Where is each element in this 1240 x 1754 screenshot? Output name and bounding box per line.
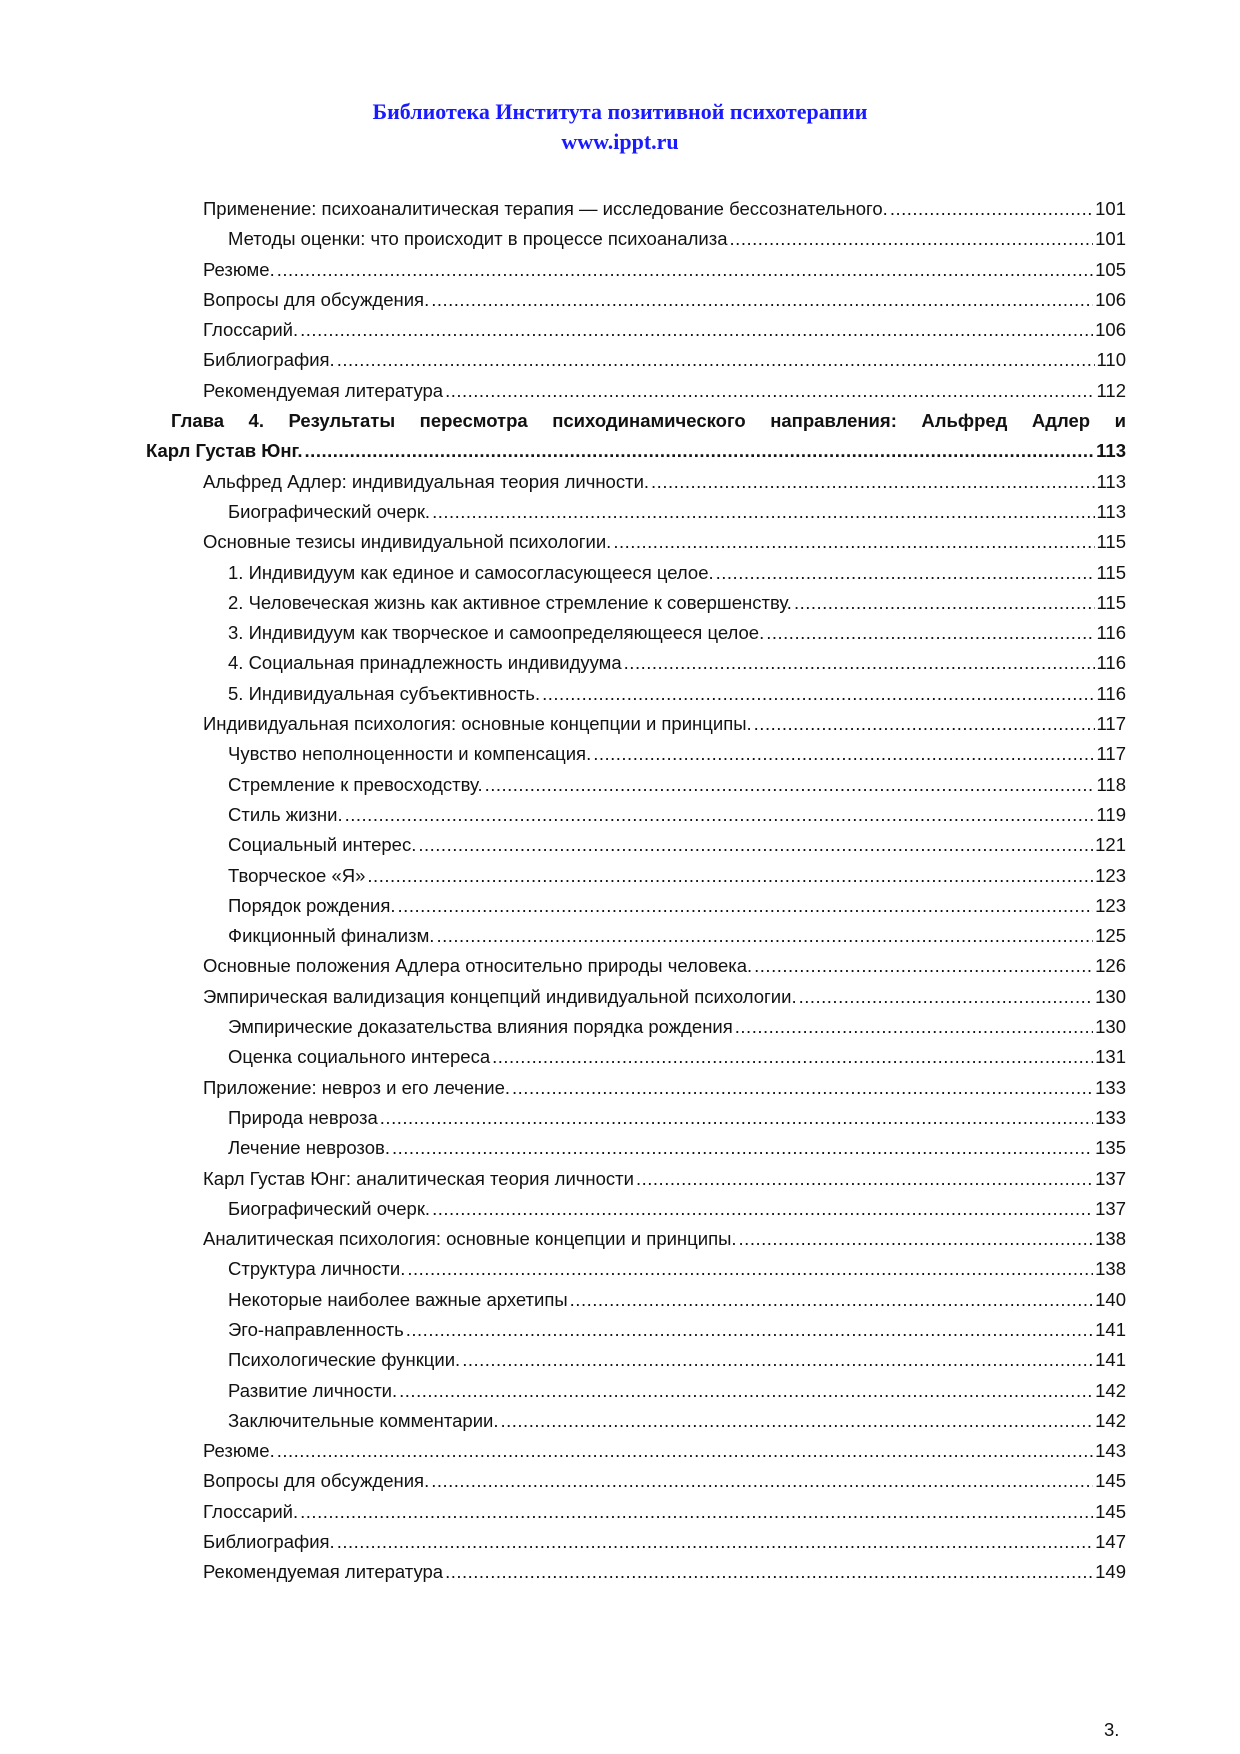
chapter-title-line2-row (146, 436, 1126, 466)
toc-entry[interactable] (146, 951, 1126, 981)
toc-entry-page: 123 (1095, 894, 1126, 916)
dot-leader (716, 558, 1095, 588)
toc-entry-page: 125 (1095, 925, 1126, 947)
toc-entry[interactable] (146, 1436, 1126, 1466)
dot-leader (300, 315, 1093, 345)
toc-entry[interactable] (146, 1345, 1126, 1375)
toc-entry-title: Эмпирические доказательства влияния порядка рождения (228, 1016, 733, 1038)
toc-entry-title: Резюме. (203, 258, 275, 280)
toc-entry[interactable] (146, 891, 1126, 921)
dot-leader (754, 709, 1095, 739)
toc-entry[interactable] (146, 679, 1126, 709)
toc-entry-page: 141 (1095, 1318, 1126, 1340)
toc-entry-page: 131 (1095, 1046, 1126, 1068)
toc-entry-page: 142 (1095, 1379, 1126, 1401)
toc-entry[interactable] (146, 467, 1126, 497)
dot-leader (406, 1315, 1093, 1345)
dot-leader (399, 1376, 1093, 1406)
table-of-contents (146, 194, 1126, 1588)
toc-entry-page: 138 (1095, 1258, 1126, 1280)
toc-entry-page: 145 (1095, 1500, 1126, 1522)
toc-entry-title: Рекомендуемая литература (203, 379, 444, 401)
toc-entry-title: Эмпирическая валидизация концепций индивидуальной психологии. (203, 985, 797, 1007)
dot-leader (501, 1406, 1094, 1436)
dot-leader (462, 1345, 1093, 1375)
toc-entry-title: Библиография. (203, 349, 335, 371)
toc-entry-page: 126 (1095, 955, 1126, 977)
toc-entry-page: 101 (1095, 198, 1126, 219)
dot-leader (418, 830, 1093, 860)
toc-entry-page: 140 (1095, 1288, 1126, 1310)
toc-entry-page: 112 (1096, 379, 1126, 401)
toc-entry[interactable] (146, 1466, 1126, 1496)
dot-leader (407, 1254, 1093, 1284)
dot-leader (305, 436, 1095, 466)
dot-leader (794, 588, 1095, 618)
toc-entry-title: Применение: психоаналитическая терапия — исследование бессознательного. (203, 198, 888, 219)
toc-entry[interactable] (146, 1254, 1126, 1284)
dot-leader (445, 1557, 1093, 1587)
toc-entry[interactable] (146, 1315, 1126, 1345)
toc-entry-page: 115 (1096, 531, 1126, 553)
dot-leader (485, 770, 1095, 800)
toc-entry[interactable] (146, 285, 1126, 315)
dot-leader (512, 1073, 1093, 1103)
chapter-page-number: 113 (1096, 440, 1126, 462)
toc-entry-title: Альфред Адлер: индивидуальная теория личности. (203, 470, 650, 492)
dot-leader (593, 739, 1094, 769)
toc-entry-page: 117 (1096, 713, 1126, 735)
toc-entry-title: Рекомендуемая литература (203, 1561, 444, 1583)
toc-entry-page: 137 (1095, 1167, 1126, 1189)
toc-entry-title: 2. Человеческая жизнь как активное стремление к совершенству. (228, 591, 792, 613)
toc-entry-title: Аналитическая психология: основные концепции и принципы. (203, 1228, 737, 1250)
toc-entry[interactable] (146, 1557, 1126, 1587)
toc-entry-title: Творческое «Я» (228, 864, 366, 886)
toc-entry-page: 115 (1096, 561, 1126, 583)
toc-entry[interactable] (146, 1012, 1126, 1042)
toc-entry-title: Оценка социального интереса (228, 1046, 491, 1068)
toc-entry-title: Развитие личности. (228, 1379, 398, 1401)
dot-leader (542, 679, 1094, 709)
toc-entry-page: 130 (1095, 985, 1126, 1007)
library-title: Библиотека Института позитивной психотерапии (372, 99, 868, 124)
toc-entry[interactable] (146, 861, 1126, 891)
toc-entry[interactable] (146, 1376, 1126, 1406)
dot-leader (754, 951, 1093, 981)
toc-entry-page: 106 (1095, 319, 1126, 341)
dot-leader (735, 1012, 1093, 1042)
toc-entry[interactable] (146, 1194, 1126, 1224)
dot-leader (570, 1285, 1093, 1315)
toc-entry-page: 105 (1095, 258, 1126, 280)
dot-leader (636, 1164, 1093, 1194)
toc-entry-title: Приложение: невроз и его лечение. (203, 1076, 511, 1098)
toc-entry[interactable] (146, 1497, 1126, 1527)
toc-entry-title: Индивидуальная психология: основные концепции и принципы. (203, 713, 752, 735)
dot-leader (392, 1133, 1093, 1163)
dot-leader (613, 527, 1094, 557)
toc-entry[interactable] (146, 921, 1126, 951)
toc-section-before (146, 194, 1126, 406)
toc-entry-title: Глоссарий. (203, 319, 299, 341)
toc-entry[interactable] (146, 1103, 1126, 1133)
toc-entry-title: Библиография. (203, 1531, 335, 1553)
toc-entry[interactable] (146, 588, 1126, 618)
toc-entry-page: 123 (1095, 864, 1126, 886)
dot-leader (492, 1042, 1093, 1072)
dot-leader (739, 1224, 1094, 1254)
toc-entry[interactable] (146, 618, 1126, 648)
toc-entry-title: Глоссарий. (203, 1500, 299, 1522)
toc-entry[interactable] (146, 830, 1126, 860)
dot-leader (337, 1527, 1093, 1557)
toc-entry-title: Некоторые наиболее важные архетипы (228, 1288, 568, 1310)
toc-entry-page: 113 (1096, 500, 1126, 522)
toc-entry-title: Социальный интерес. (228, 834, 417, 856)
toc-entry-page: 121 (1095, 834, 1126, 856)
dot-leader (799, 982, 1094, 1012)
toc-entry-title: Фикционный финализм. (228, 925, 435, 947)
toc-entry[interactable] (146, 345, 1126, 375)
toc-entry-title: Карл Густав Юнг: аналитическая теория личности (203, 1167, 634, 1189)
toc-entry-page: 133 (1095, 1106, 1126, 1128)
dot-leader (277, 1436, 1093, 1466)
toc-entry[interactable] (146, 224, 1126, 254)
toc-entry-page: 106 (1095, 288, 1126, 310)
toc-entry-title: Вопросы для обсуждения. (203, 1470, 430, 1492)
toc-entry-page: 137 (1095, 1197, 1126, 1219)
toc-entry-page: 145 (1095, 1470, 1126, 1492)
toc-entry[interactable] (146, 1133, 1126, 1163)
toc-entry-title: 4. Социальная принадлежность индивидуума (228, 652, 622, 674)
library-header (0, 97, 1240, 157)
dot-leader (432, 1194, 1093, 1224)
toc-entry-page: 110 (1096, 349, 1126, 371)
toc-entry-page: 113 (1096, 470, 1126, 492)
toc-entry-title: Основные тезисы индивидуальной психологии. (203, 531, 612, 553)
toc-section-after (146, 467, 1126, 1588)
toc-entry[interactable] (146, 1073, 1126, 1103)
toc-entry-title: Порядок рождения. (228, 894, 396, 916)
toc-entry-title: Эго-направленность (228, 1318, 404, 1340)
toc-entry[interactable] (146, 770, 1126, 800)
dot-leader (277, 255, 1093, 285)
toc-entry-title: Стремление к превосходству. (228, 773, 483, 795)
toc-entry[interactable] (146, 982, 1126, 1012)
toc-entry-title: 3. Индивидуум как творческое и самоопределяющееся целое. (228, 622, 765, 644)
dot-leader (890, 194, 1093, 224)
page-number: 3. (1104, 1719, 1120, 1740)
toc-entry-page: 130 (1095, 1016, 1126, 1038)
toc-entry-title: Биографический очерк. (228, 500, 431, 522)
toc-entry-title: Методы оценки: что происходит в процессе психоанализа (228, 228, 728, 250)
toc-entry[interactable] (146, 1164, 1126, 1194)
toc-entry[interactable] (146, 1042, 1126, 1072)
toc-entry[interactable] (146, 527, 1126, 557)
toc-entry-title: Лечение неврозов. (228, 1137, 390, 1159)
toc-entry-page: 135 (1095, 1137, 1126, 1159)
toc-entry-page: 101 (1095, 228, 1126, 250)
toc-entry-title: Биографический очерк. (228, 1197, 431, 1219)
dot-leader (431, 285, 1093, 315)
toc-entry-page: 115 (1096, 591, 1126, 613)
toc-entry-title: Психологические функции. (228, 1349, 461, 1371)
toc-entry-page: 141 (1095, 1349, 1126, 1371)
toc-entry-page: 142 (1095, 1409, 1126, 1431)
toc-entry-title: Вопросы для обсуждения. (203, 288, 430, 310)
dot-leader (624, 648, 1095, 678)
toc-entry-title: Стиль жизни. (228, 803, 343, 825)
dot-leader (337, 345, 1095, 375)
toc-entry[interactable] (146, 1527, 1126, 1557)
dot-leader (380, 1103, 1093, 1133)
dot-leader (445, 376, 1094, 406)
toc-entry-page: 117 (1096, 743, 1126, 765)
toc-entry[interactable] (146, 558, 1126, 588)
toc-entry-title: Структура личности. (228, 1258, 406, 1280)
library-url: www.ippt.ru (561, 129, 679, 154)
toc-entry-page: 116 (1096, 682, 1126, 704)
dot-leader (345, 800, 1095, 830)
dot-leader (432, 497, 1094, 527)
toc-entry[interactable] (146, 1285, 1126, 1315)
toc-entry-page: 138 (1095, 1228, 1126, 1250)
chapter-title-line2: Карл Густав Юнг. (146, 440, 303, 462)
toc-entry-page: 118 (1096, 773, 1126, 795)
toc-entry-title: 1. Индивидуум как единое и самосогласующееся целое. (228, 561, 714, 583)
toc-entry[interactable] (146, 376, 1126, 406)
toc-entry[interactable] (146, 800, 1126, 830)
toc-entry[interactable] (146, 315, 1126, 345)
toc-entry[interactable] (146, 739, 1126, 769)
toc-entry-title: Природа невроза (228, 1106, 378, 1128)
toc-entry-page: 149 (1095, 1561, 1126, 1583)
toc-entry-title: Основные положения Адлера относительно природы человека. (203, 955, 753, 977)
toc-entry[interactable] (146, 497, 1126, 527)
dot-leader (436, 921, 1093, 951)
toc-entry[interactable] (146, 1224, 1126, 1254)
toc-entry[interactable] (146, 194, 1126, 224)
toc-entry-title: 5. Индивидуальная субъективность. (228, 682, 541, 704)
toc-entry-page: 116 (1096, 622, 1126, 644)
toc-entry-page: 143 (1095, 1440, 1126, 1462)
dot-leader (651, 467, 1094, 497)
toc-entry-page: 116 (1096, 652, 1126, 674)
toc-entry[interactable] (146, 1406, 1126, 1436)
chapter-title-line1: Глава 4. Результаты пересмотра психодинамического направления: Альфред Адлер и (171, 410, 1126, 432)
toc-entry-title: Заключительные комментарии. (228, 1409, 499, 1431)
toc-chapter-entry[interactable] (146, 406, 1126, 467)
toc-entry-page: 119 (1096, 803, 1126, 825)
toc-entry-page: 147 (1095, 1531, 1126, 1553)
dot-leader (431, 1466, 1093, 1496)
toc-entry-page: 133 (1095, 1076, 1126, 1098)
toc-entry[interactable] (146, 648, 1126, 678)
dot-leader (300, 1497, 1093, 1527)
dot-leader (398, 891, 1094, 921)
toc-entry[interactable] (146, 709, 1126, 739)
dot-leader (766, 618, 1094, 648)
toc-entry-title: Резюме. (203, 1440, 275, 1462)
dot-leader (730, 224, 1094, 254)
dot-leader (367, 861, 1093, 891)
toc-entry-title: Чувство неполноценности и компенсация. (228, 743, 592, 765)
toc-entry[interactable] (146, 255, 1126, 285)
